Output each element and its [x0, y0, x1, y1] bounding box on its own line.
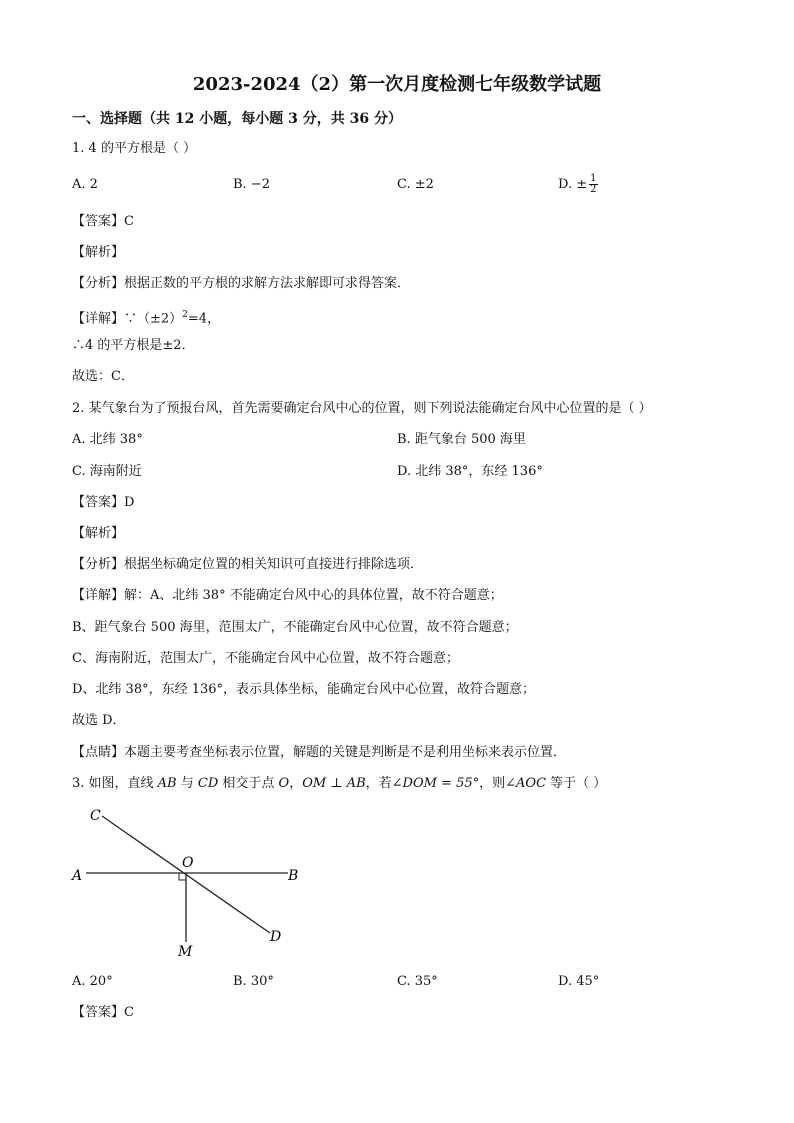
q1-detail	[72, 306, 220, 328]
q3-stem	[72, 775, 606, 793]
q1-detail-prefix: 【详解】∵（±2）	[72, 311, 183, 327]
q1-detail-suffix: =4，	[187, 311, 221, 327]
q2-option-a: A. 北纬 38°	[72, 432, 143, 447]
label-b: B	[288, 868, 299, 884]
section-heading: 一、选择题（共 12 小题，每小题 3 分，共 36 分）	[72, 111, 402, 127]
q3-stem-text: 3. 如图，直线	[72, 776, 158, 791]
q2-stem: 2. 某气象台为了预报台风，首先需要确定台风中心的位置，则下列说法能确定台风中心位置的是（ ）	[72, 401, 652, 416]
q1-option-c: C. ±2	[397, 177, 434, 192]
q1-option-a: A. 2	[72, 177, 98, 192]
q3-option-d: D. 45°	[558, 974, 600, 989]
q3-option-b: B. 30°	[233, 974, 274, 989]
label-c: C	[90, 808, 101, 824]
q3-angle-aoc: ∠AOC	[505, 776, 547, 791]
q1-detail-exponent: 2	[182, 310, 188, 320]
q3-stem-text: ，若	[365, 776, 392, 791]
q2-detail-4: D、北纬 38°，东经 136°，表示具体坐标，能确定台风中心位置，故符合题意；	[72, 682, 536, 697]
q3-stem-text: 与	[176, 776, 198, 791]
q3-line-cd: CD	[197, 776, 219, 791]
q2-analysis: 【解析】	[72, 526, 125, 541]
q2-detail-1: 【详解】解：A、北纬 38° 不能确定台风中心的具体位置，故不符合题意；	[72, 588, 503, 603]
q1-therefore: ∴4 的平方根是±2．	[72, 338, 195, 353]
page-title: 2023-2024（2）第一次月度检测七年级数学试题	[192, 74, 602, 95]
q2-option-b: B. 距气象台 500 海里	[397, 432, 526, 447]
q3-option-a: A. 20°	[72, 974, 113, 989]
label-a: A	[72, 868, 83, 884]
q1-fenxi: 【分析】根据正数的平方根的求解方法求解即可求得答案．	[72, 276, 411, 291]
q2-dianjing: 【点睛】本题主要考查坐标表示位置，解题的关键是判断是不是利用坐标来表示位置．	[72, 745, 567, 760]
q2-choose: 故选 D．	[72, 713, 126, 728]
q1-stem: 1. 4 的平方根是（ ）	[72, 141, 197, 156]
fraction	[589, 174, 597, 195]
q2-fenxi: 【分析】根据坐标确定位置的相关知识可直接进行排除选项．	[72, 557, 424, 572]
fraction-numerator: 1	[590, 173, 597, 184]
q3-perpendicular: OM ⊥ AB	[302, 776, 366, 791]
q3-option-c: C. 35°	[397, 974, 438, 989]
q2-answer: 【答案】D	[72, 495, 135, 510]
q3-stem-text: 等于（ ）	[546, 776, 607, 791]
q1-option-d-prefix: D. ±	[558, 177, 588, 192]
label-d: D	[270, 929, 282, 945]
q1-answer: 【答案】C	[72, 214, 134, 229]
q3-stem-text: ，则	[479, 776, 506, 791]
q1-analysis: 【解析】	[72, 245, 125, 260]
q2-option-d: D. 北纬 38°，东经 136°	[397, 464, 543, 479]
q1-option-d	[558, 174, 598, 195]
q3-answer: 【答案】C	[72, 1005, 134, 1020]
q3-angle-dom: ∠DOM = 55°	[391, 776, 480, 791]
q3-line-ab: AB	[157, 776, 177, 791]
label-o: O	[182, 855, 194, 871]
q2-detail-2: B、距气象台 500 海里，范围太广，不能确定台风中心位置，故不符合题意；	[72, 620, 518, 635]
q1-option-b: B. −2	[233, 177, 270, 192]
label-m: M	[178, 944, 193, 960]
q2-detail-3: C、海南附近，范围太广，不能确定台风中心位置，故不符合题意；	[72, 651, 459, 666]
q2-option-c: C. 海南附近	[72, 464, 142, 479]
q3-stem-text: 相交于点	[218, 776, 279, 791]
q1-choose: 故选：C．	[72, 369, 134, 384]
q3-geometry-figure	[60, 800, 320, 965]
fraction-denominator: 2	[590, 184, 597, 195]
q3-point-o: O	[278, 776, 290, 791]
q3-stem-text: ，	[289, 776, 303, 791]
